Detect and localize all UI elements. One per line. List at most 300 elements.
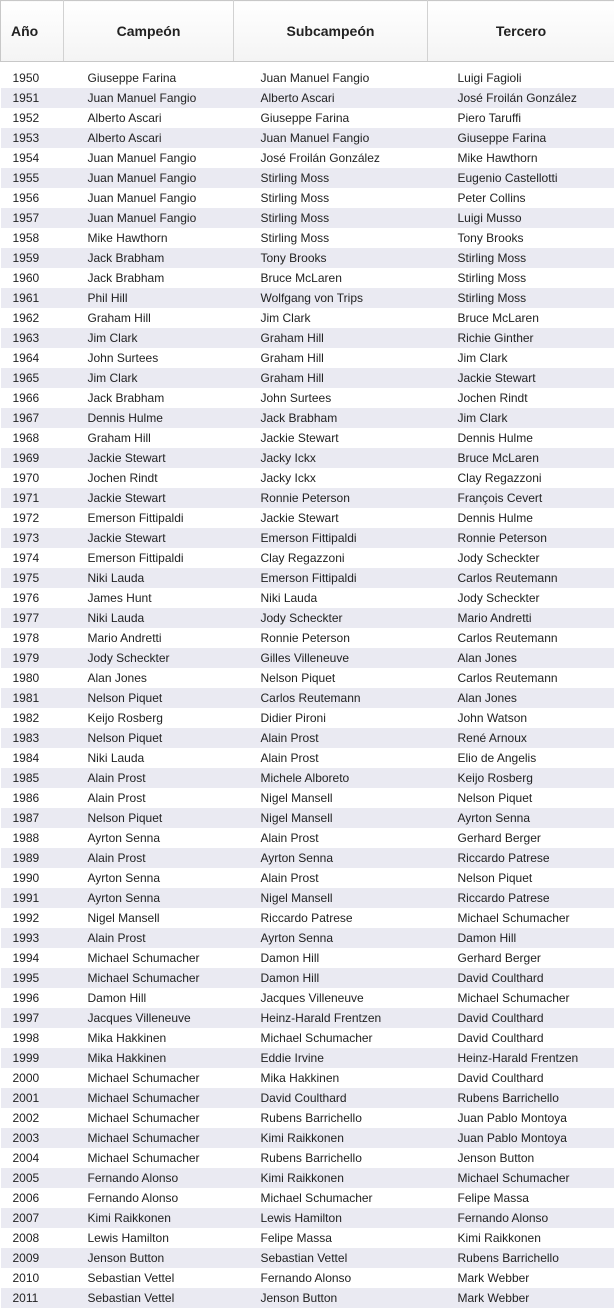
champion-cell: Juan Manuel Fangio	[64, 148, 234, 168]
runner-up-cell: Fernando Alonso	[234, 1268, 428, 1288]
table-row	[1, 668, 614, 688]
table-row	[1, 688, 614, 708]
runner-up-cell: Eddie Irvine	[234, 1048, 428, 1068]
runner-up-cell: Jody Scheckter	[234, 608, 428, 628]
third-cell: David Coulthard	[428, 1008, 614, 1028]
runner-up-cell: Stirling Moss	[234, 188, 428, 208]
header-row	[1, 1, 614, 62]
champion-cell: Emerson Fittipaldi	[64, 548, 234, 568]
table-row	[1, 1048, 614, 1068]
table-row	[1, 1068, 614, 1088]
table-row	[1, 68, 614, 88]
header-champion: Campeón	[64, 1, 234, 62]
table-row	[1, 808, 614, 828]
runner-up-cell: Jack Brabham	[234, 408, 428, 428]
champion-cell: James Hunt	[64, 588, 234, 608]
year-cell: 2003	[1, 1128, 64, 1148]
runner-up-cell: Jacky Ickx	[234, 448, 428, 468]
third-cell: Richie Ginther	[428, 328, 614, 348]
champion-cell: Mika Hakkinen	[64, 1048, 234, 1068]
table-row	[1, 348, 614, 368]
year-cell: 1962	[1, 308, 64, 328]
third-cell: Mark Webber	[428, 1288, 614, 1308]
champion-cell: Juan Manuel Fangio	[64, 208, 234, 228]
third-cell: David Coulthard	[428, 1028, 614, 1048]
champion-cell: Alberto Ascari	[64, 108, 234, 128]
table-row	[1, 1188, 614, 1208]
table-row	[1, 268, 614, 288]
champion-cell: Keijo Rosberg	[64, 708, 234, 728]
year-cell: 2011	[1, 1288, 64, 1308]
champion-cell: Jackie Stewart	[64, 528, 234, 548]
third-cell: René Arnoux	[428, 728, 614, 748]
table-row	[1, 568, 614, 588]
table-row	[1, 1148, 614, 1168]
champion-cell: Damon Hill	[64, 988, 234, 1008]
table-row	[1, 548, 614, 568]
runner-up-cell: Rubens Barrichello	[234, 1108, 428, 1128]
champion-cell: Mario Andretti	[64, 628, 234, 648]
runner-up-cell: Riccardo Patrese	[234, 908, 428, 928]
table-row	[1, 288, 614, 308]
year-cell: 1967	[1, 408, 64, 428]
year-cell: 1952	[1, 108, 64, 128]
table-row	[1, 208, 614, 228]
third-cell: Fernando Alonso	[428, 1208, 614, 1228]
third-cell: Mark Webber	[428, 1268, 614, 1288]
third-cell: David Coulthard	[428, 1068, 614, 1088]
table-row	[1, 1128, 614, 1148]
runner-up-cell: Jacky Ickx	[234, 468, 428, 488]
year-cell: 1979	[1, 648, 64, 668]
runner-up-cell: Nigel Mansell	[234, 788, 428, 808]
champion-cell: Michael Schumacher	[64, 1148, 234, 1168]
header-year: Año	[1, 1, 64, 62]
third-cell: Nelson Piquet	[428, 788, 614, 808]
year-cell: 1997	[1, 1008, 64, 1028]
third-cell: Stirling Moss	[428, 268, 614, 288]
year-cell: 1982	[1, 708, 64, 728]
year-cell: 2002	[1, 1108, 64, 1128]
year-cell: 1993	[1, 928, 64, 948]
third-cell: Eugenio Castellotti	[428, 168, 614, 188]
year-cell: 1996	[1, 988, 64, 1008]
year-cell: 1988	[1, 828, 64, 848]
third-cell: Jenson Button	[428, 1148, 614, 1168]
third-cell: Michael Schumacher	[428, 1168, 614, 1188]
champion-cell: Mike Hawthorn	[64, 228, 234, 248]
table-row	[1, 1248, 614, 1268]
table-row	[1, 388, 614, 408]
year-cell: 1953	[1, 128, 64, 148]
year-cell: 1963	[1, 328, 64, 348]
runner-up-cell: Juan Manuel Fangio	[234, 68, 428, 88]
runner-up-cell: Ayrton Senna	[234, 928, 428, 948]
year-cell: 2007	[1, 1208, 64, 1228]
year-cell: 1990	[1, 868, 64, 888]
champion-cell: Nelson Piquet	[64, 808, 234, 828]
year-cell: 2009	[1, 1248, 64, 1268]
year-cell: 1986	[1, 788, 64, 808]
table-row	[1, 308, 614, 328]
third-cell: Michael Schumacher	[428, 988, 614, 1008]
champion-cell: Jochen Rindt	[64, 468, 234, 488]
year-cell: 1955	[1, 168, 64, 188]
champion-cell: Jackie Stewart	[64, 488, 234, 508]
table-row	[1, 988, 614, 1008]
year-cell: 1987	[1, 808, 64, 828]
third-cell: Nelson Piquet	[428, 868, 614, 888]
table-row	[1, 648, 614, 668]
third-cell: Carlos Reutemann	[428, 628, 614, 648]
table-header	[1, 1, 614, 62]
third-cell: François Cevert	[428, 488, 614, 508]
champion-cell: Michael Schumacher	[64, 968, 234, 988]
runner-up-cell: Stirling Moss	[234, 228, 428, 248]
table-row	[1, 228, 614, 248]
third-cell: Mario Andretti	[428, 608, 614, 628]
champion-cell: Fernando Alonso	[64, 1168, 234, 1188]
runner-up-cell: Alain Prost	[234, 828, 428, 848]
champion-cell: Michael Schumacher	[64, 1108, 234, 1128]
year-cell: 2010	[1, 1268, 64, 1288]
third-cell: Ayrton Senna	[428, 808, 614, 828]
third-cell: Juan Pablo Montoya	[428, 1128, 614, 1148]
table-row	[1, 408, 614, 428]
runner-up-cell: Lewis Hamilton	[234, 1208, 428, 1228]
runner-up-cell: Michael Schumacher	[234, 1188, 428, 1208]
year-cell: 1965	[1, 368, 64, 388]
champion-cell: Graham Hill	[64, 308, 234, 328]
runner-up-cell: Jenson Button	[234, 1288, 428, 1308]
year-cell: 2008	[1, 1228, 64, 1248]
year-cell: 1956	[1, 188, 64, 208]
champion-cell: Juan Manuel Fangio	[64, 88, 234, 108]
runner-up-cell: Tony Brooks	[234, 248, 428, 268]
year-cell: 1958	[1, 228, 64, 248]
champion-cell: Dennis Hulme	[64, 408, 234, 428]
third-cell: Stirling Moss	[428, 288, 614, 308]
champion-cell: Sebastian Vettel	[64, 1268, 234, 1288]
table-row	[1, 608, 614, 628]
year-cell: 2004	[1, 1148, 64, 1168]
table-row	[1, 148, 614, 168]
third-cell: Giuseppe Farina	[428, 128, 614, 148]
champion-cell: Michael Schumacher	[64, 1088, 234, 1108]
third-cell: Carlos Reutemann	[428, 668, 614, 688]
champion-cell: Ayrton Senna	[64, 828, 234, 848]
champion-cell: Giuseppe Farina	[64, 68, 234, 88]
third-cell: Michael Schumacher	[428, 908, 614, 928]
year-cell: 1985	[1, 768, 64, 788]
third-cell: Kimi Raikkonen	[428, 1228, 614, 1248]
table-row	[1, 368, 614, 388]
third-cell: Alan Jones	[428, 688, 614, 708]
third-cell: Juan Pablo Montoya	[428, 1108, 614, 1128]
year-cell: 1991	[1, 888, 64, 908]
year-cell: 2000	[1, 1068, 64, 1088]
header-third: Tercero	[428, 1, 614, 62]
runner-up-cell: Ronnie Peterson	[234, 488, 428, 508]
third-cell: Luigi Musso	[428, 208, 614, 228]
champion-cell: Mika Hakkinen	[64, 1028, 234, 1048]
table-row	[1, 1108, 614, 1128]
table-row	[1, 788, 614, 808]
table-row	[1, 448, 614, 468]
year-cell: 1954	[1, 148, 64, 168]
third-cell: Tony Brooks	[428, 228, 614, 248]
table-row	[1, 588, 614, 608]
runner-up-cell: Alain Prost	[234, 728, 428, 748]
champion-cell: Kimi Raikkonen	[64, 1208, 234, 1228]
table-row	[1, 888, 614, 908]
year-cell: 1973	[1, 528, 64, 548]
champion-cell: Juan Manuel Fangio	[64, 168, 234, 188]
year-cell: 1969	[1, 448, 64, 468]
year-cell: 1992	[1, 908, 64, 928]
runner-up-cell: Carlos Reutemann	[234, 688, 428, 708]
runner-up-cell: Kimi Raikkonen	[234, 1168, 428, 1188]
runner-up-cell: Jackie Stewart	[234, 508, 428, 528]
runner-up-cell: Giuseppe Farina	[234, 108, 428, 128]
champion-cell: Michael Schumacher	[64, 1128, 234, 1148]
third-cell: Dennis Hulme	[428, 428, 614, 448]
year-cell: 1998	[1, 1028, 64, 1048]
table-row	[1, 728, 614, 748]
third-cell: Carlos Reutemann	[428, 568, 614, 588]
champion-cell: Juan Manuel Fangio	[64, 188, 234, 208]
year-cell: 1980	[1, 668, 64, 688]
table-row	[1, 328, 614, 348]
table-row	[1, 1088, 614, 1108]
third-cell: Felipe Massa	[428, 1188, 614, 1208]
champion-cell: Jim Clark	[64, 368, 234, 388]
runner-up-cell: Ayrton Senna	[234, 848, 428, 868]
year-cell: 1961	[1, 288, 64, 308]
champion-cell: Jenson Button	[64, 1248, 234, 1268]
champion-cell: Emerson Fittipaldi	[64, 508, 234, 528]
table-row	[1, 628, 614, 648]
champion-cell: Graham Hill	[64, 428, 234, 448]
year-cell: 1966	[1, 388, 64, 408]
year-cell: 1976	[1, 588, 64, 608]
champion-cell: Jacques Villeneuve	[64, 1008, 234, 1028]
table-row	[1, 1228, 614, 1248]
runner-up-cell: Graham Hill	[234, 368, 428, 388]
runner-up-cell: Michael Schumacher	[234, 1028, 428, 1048]
runner-up-cell: Nigel Mansell	[234, 888, 428, 908]
runner-up-cell: Mika Hakkinen	[234, 1068, 428, 1088]
year-cell: 1995	[1, 968, 64, 988]
table-row	[1, 708, 614, 728]
third-cell: Damon Hill	[428, 928, 614, 948]
year-cell: 2006	[1, 1188, 64, 1208]
runner-up-cell: José Froilán González	[234, 148, 428, 168]
champion-cell: Nelson Piquet	[64, 728, 234, 748]
champion-cell: Jim Clark	[64, 328, 234, 348]
runner-up-cell: David Coulthard	[234, 1088, 428, 1108]
year-cell: 1960	[1, 268, 64, 288]
third-cell: Jochen Rindt	[428, 388, 614, 408]
table-row	[1, 768, 614, 788]
third-cell: Ronnie Peterson	[428, 528, 614, 548]
runner-up-cell: Emerson Fittipaldi	[234, 528, 428, 548]
runner-up-cell: Gilles Villeneuve	[234, 648, 428, 668]
table-row	[1, 108, 614, 128]
table-row	[1, 528, 614, 548]
runner-up-cell: Stirling Moss	[234, 168, 428, 188]
year-cell: 1964	[1, 348, 64, 368]
table-row	[1, 1208, 614, 1228]
runner-up-cell: Wolfgang von Trips	[234, 288, 428, 308]
runner-up-cell: Alberto Ascari	[234, 88, 428, 108]
header-runner-up: Subcampeón	[234, 1, 428, 62]
runner-up-cell: Heinz-Harald Frentzen	[234, 1008, 428, 1028]
third-cell: José Froilán González	[428, 88, 614, 108]
year-cell: 1970	[1, 468, 64, 488]
runner-up-cell: Stirling Moss	[234, 208, 428, 228]
champion-cell: Alain Prost	[64, 928, 234, 948]
runner-up-cell: Nigel Mansell	[234, 808, 428, 828]
third-cell: Jody Scheckter	[428, 548, 614, 568]
third-cell: Alan Jones	[428, 648, 614, 668]
table-row	[1, 748, 614, 768]
runner-up-cell: Sebastian Vettel	[234, 1248, 428, 1268]
third-cell: Gerhard Berger	[428, 948, 614, 968]
table-row	[1, 248, 614, 268]
third-cell: Piero Taruffi	[428, 108, 614, 128]
runner-up-cell: Jacques Villeneuve	[234, 988, 428, 1008]
champion-cell: Nigel Mansell	[64, 908, 234, 928]
third-cell: Bruce McLaren	[428, 448, 614, 468]
champion-cell: Fernando Alonso	[64, 1188, 234, 1208]
table-row	[1, 128, 614, 148]
third-cell: Elio de Angelis	[428, 748, 614, 768]
table-row	[1, 168, 614, 188]
table-row	[1, 828, 614, 848]
third-cell: Clay Regazzoni	[428, 468, 614, 488]
third-cell: Jackie Stewart	[428, 368, 614, 388]
runner-up-cell: John Surtees	[234, 388, 428, 408]
champion-cell: Niki Lauda	[64, 608, 234, 628]
runner-up-cell: Emerson Fittipaldi	[234, 568, 428, 588]
table-row	[1, 908, 614, 928]
runner-up-cell: Graham Hill	[234, 328, 428, 348]
champion-cell: Phil Hill	[64, 288, 234, 308]
year-cell: 1983	[1, 728, 64, 748]
third-cell: Peter Collins	[428, 188, 614, 208]
table-row	[1, 428, 614, 448]
runner-up-cell: Graham Hill	[234, 348, 428, 368]
runner-up-cell: Didier Pironi	[234, 708, 428, 728]
champion-cell: Michael Schumacher	[64, 948, 234, 968]
runner-up-cell: Damon Hill	[234, 968, 428, 988]
third-cell: Riccardo Patrese	[428, 848, 614, 868]
year-cell: 1971	[1, 488, 64, 508]
third-cell: Heinz-Harald Frentzen	[428, 1048, 614, 1068]
third-cell: Rubens Barrichello	[428, 1088, 614, 1108]
runner-up-cell: Damon Hill	[234, 948, 428, 968]
runner-up-cell: Felipe Massa	[234, 1228, 428, 1248]
year-cell: 1950	[1, 68, 64, 88]
year-cell: 1951	[1, 88, 64, 108]
year-cell: 1957	[1, 208, 64, 228]
year-cell: 1981	[1, 688, 64, 708]
year-cell: 1974	[1, 548, 64, 568]
runner-up-cell: Niki Lauda	[234, 588, 428, 608]
third-cell: Riccardo Patrese	[428, 888, 614, 908]
year-cell: 1989	[1, 848, 64, 868]
champion-cell: Jack Brabham	[64, 268, 234, 288]
third-cell: Jim Clark	[428, 408, 614, 428]
table-row	[1, 188, 614, 208]
champion-cell: Niki Lauda	[64, 748, 234, 768]
year-cell: 1978	[1, 628, 64, 648]
runner-up-cell: Kimi Raikkonen	[234, 1128, 428, 1148]
year-cell: 1999	[1, 1048, 64, 1068]
table-row	[1, 1028, 614, 1048]
champion-cell: Nelson Piquet	[64, 688, 234, 708]
third-cell: Bruce McLaren	[428, 308, 614, 328]
table-row	[1, 1288, 614, 1308]
runner-up-cell: Jim Clark	[234, 308, 428, 328]
table-row	[1, 508, 614, 528]
year-cell: 1959	[1, 248, 64, 268]
champion-cell: Alain Prost	[64, 788, 234, 808]
champion-cell: Alberto Ascari	[64, 128, 234, 148]
runner-up-cell: Bruce McLaren	[234, 268, 428, 288]
table-row	[1, 88, 614, 108]
runner-up-cell: Rubens Barrichello	[234, 1148, 428, 1168]
table-row	[1, 488, 614, 508]
table-row	[1, 1168, 614, 1188]
table-row	[1, 1268, 614, 1288]
year-cell: 2005	[1, 1168, 64, 1188]
champion-cell: Niki Lauda	[64, 568, 234, 588]
year-cell: 1968	[1, 428, 64, 448]
year-cell: 1984	[1, 748, 64, 768]
champion-cell: Michael Schumacher	[64, 1068, 234, 1088]
third-cell: Stirling Moss	[428, 248, 614, 268]
champion-cell: John Surtees	[64, 348, 234, 368]
year-cell: 1972	[1, 508, 64, 528]
champion-cell: Jackie Stewart	[64, 448, 234, 468]
runner-up-cell: Nelson Piquet	[234, 668, 428, 688]
year-cell: 1975	[1, 568, 64, 588]
third-cell: Gerhard Berger	[428, 828, 614, 848]
third-cell: Dennis Hulme	[428, 508, 614, 528]
third-cell: Rubens Barrichello	[428, 1248, 614, 1268]
year-cell: 1994	[1, 948, 64, 968]
runner-up-cell: Alain Prost	[234, 868, 428, 888]
runner-up-cell: Michele Alboreto	[234, 768, 428, 788]
champion-cell: Jody Scheckter	[64, 648, 234, 668]
champion-cell: Sebastian Vettel	[64, 1288, 234, 1308]
champion-cell: Alain Prost	[64, 848, 234, 868]
table-row	[1, 968, 614, 988]
third-cell: Jim Clark	[428, 348, 614, 368]
runner-up-cell: Juan Manuel Fangio	[234, 128, 428, 148]
table-row	[1, 468, 614, 488]
table-body	[1, 62, 614, 1309]
table-row	[1, 868, 614, 888]
table-row	[1, 1008, 614, 1028]
third-cell: Mike Hawthorn	[428, 148, 614, 168]
champion-cell: Ayrton Senna	[64, 888, 234, 908]
runner-up-cell: Clay Regazzoni	[234, 548, 428, 568]
champion-cell: Jack Brabham	[64, 248, 234, 268]
third-cell: Jody Scheckter	[428, 588, 614, 608]
